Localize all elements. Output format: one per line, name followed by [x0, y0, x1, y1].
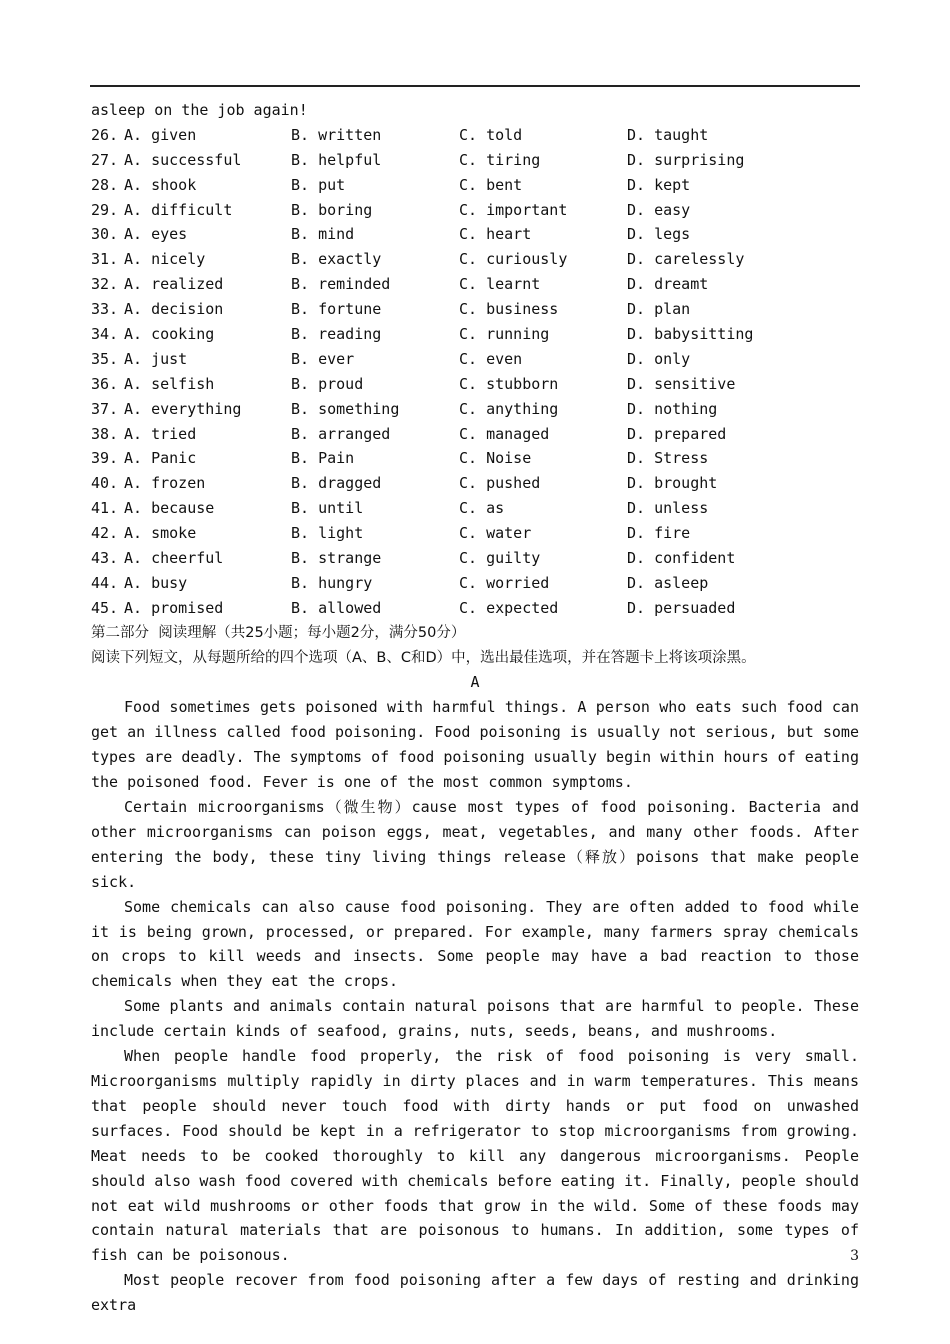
- question-row: [91, 422, 859, 447]
- question-number: 41.: [91, 499, 119, 518]
- option-c: C. anything: [459, 399, 559, 418]
- option-c: C. pushed: [459, 474, 541, 493]
- option-a: A. successful: [124, 150, 242, 169]
- option-d: D. kept: [627, 175, 691, 194]
- option-d: D. only: [627, 349, 691, 368]
- question-row: [91, 446, 859, 471]
- option-a: A. Panic: [124, 449, 197, 468]
- option-b: B. allowed: [291, 598, 382, 617]
- option-b: B. mind: [291, 225, 355, 244]
- option-b: B. hungry: [291, 573, 373, 592]
- option-c: C. expected: [459, 598, 559, 617]
- option-a: A. decision: [124, 300, 224, 319]
- question-number: 43.: [91, 549, 119, 568]
- option-c: C. worried: [459, 573, 550, 592]
- option-d: D. confident: [627, 549, 736, 568]
- option-c: C. stubborn: [459, 374, 559, 393]
- option-b: B. Pain: [291, 449, 355, 468]
- question-row: [91, 322, 859, 347]
- question-number: 39.: [91, 449, 119, 468]
- option-d: D. babysitting: [627, 325, 754, 344]
- question-row: [91, 496, 859, 521]
- question-number: 32.: [91, 275, 119, 294]
- option-d: D. prepared: [627, 424, 727, 443]
- instructions: 阅读下列短文，从每题所给的四个选项（A、B、C和D）中，选出最佳选项，并在答题卡上将该项涂黑。: [91, 649, 756, 666]
- option-b: B. boring: [291, 200, 373, 219]
- option-c: C. business: [459, 300, 559, 319]
- header-rule: [90, 85, 860, 87]
- question-list: [91, 123, 859, 621]
- option-a: A. given: [124, 125, 197, 144]
- question-row: [91, 347, 859, 372]
- document-body: [91, 98, 859, 1318]
- option-d: D. plan: [627, 300, 691, 319]
- question-number: 35.: [91, 349, 119, 368]
- option-b: B. strange: [291, 549, 382, 568]
- question-row: [91, 372, 859, 397]
- question-number: 38.: [91, 424, 119, 443]
- option-b: B. written: [291, 125, 382, 144]
- option-b: B. fortune: [291, 300, 382, 319]
- option-a: A. just: [124, 349, 188, 368]
- option-d: D. dreamt: [627, 275, 709, 294]
- option-c: C. water: [459, 524, 532, 543]
- option-a: A. selfish: [124, 374, 215, 393]
- option-c: C. running: [459, 325, 550, 344]
- continuation-line: asleep on the job again!: [91, 101, 308, 119]
- option-a: A. promised: [124, 598, 224, 617]
- option-a: A. everything: [124, 399, 242, 418]
- page-number: 3: [850, 1248, 859, 1264]
- option-c: C. learnt: [459, 275, 541, 294]
- option-b: B. until: [291, 499, 364, 518]
- option-b: B. proud: [291, 374, 364, 393]
- option-a: A. busy: [124, 573, 188, 592]
- option-a: A. cooking: [124, 325, 215, 344]
- option-d: D. legs: [627, 225, 691, 244]
- paragraph-4: Some plants and animals contain natural poisons that are harmful to people. These include certain kinds of seafood, grains, nuts, seeds, beans, and mushrooms.: [91, 997, 859, 1041]
- option-c: C. Noise: [459, 449, 532, 468]
- option-b: B. exactly: [291, 250, 382, 269]
- option-a: A. smoke: [124, 524, 197, 543]
- option-b: B. reminded: [291, 275, 391, 294]
- question-number: 44.: [91, 573, 119, 592]
- option-d: D. brought: [627, 474, 718, 493]
- option-c: C. even: [459, 349, 523, 368]
- passage-label: A: [470, 673, 480, 692]
- option-c: C. bent: [459, 175, 523, 194]
- option-b: B. ever: [291, 349, 355, 368]
- option-b: B. dragged: [291, 474, 382, 493]
- question-row: [91, 471, 859, 496]
- question-number: 26.: [91, 125, 119, 144]
- option-c: C. important: [459, 200, 568, 219]
- option-a: A. nicely: [124, 250, 206, 269]
- question-row: [91, 521, 859, 546]
- option-b: B. arranged: [291, 424, 391, 443]
- question-row: [91, 397, 859, 422]
- question-number: 31.: [91, 250, 119, 269]
- option-a: A. eyes: [124, 225, 188, 244]
- question-number: 28.: [91, 175, 119, 194]
- question-number: 40.: [91, 474, 119, 493]
- option-a: A. tried: [124, 424, 197, 443]
- option-c: C. tiring: [459, 150, 541, 169]
- option-d: D. sensitive: [627, 374, 736, 393]
- option-a: A. because: [124, 499, 215, 518]
- option-d: D. fire: [627, 524, 691, 543]
- option-d: D. surprising: [627, 150, 745, 169]
- question-row: [91, 546, 859, 571]
- paragraph-5: When people handle food properly, the risk of food poisoning is very small. Microorganisms multiply rapidly in dirty places and in warm temperatures. This means that people should never touch food with dirty hands or put food on unwashed surfaces. Food should be kept in a refrigerator to stop microorganisms from growing. Meat needs to be cooked thoroughly to kill any dangerous microorganisms. People should also wash food covered with chemicals before eating it. Finally, people should not eat wild mushrooms or other foods that grow in the wild. Some of these foods may contain natural materials that are poisonous to humans. In addition, some types of fish can be poisonous.: [91, 1047, 859, 1265]
- question-row: [91, 272, 859, 297]
- option-d: D. unless: [627, 499, 709, 518]
- option-a: A. realized: [124, 275, 224, 294]
- question-row: [91, 148, 859, 173]
- option-c: C. managed: [459, 424, 550, 443]
- option-d: D. Stress: [627, 449, 709, 468]
- option-c: C. told: [459, 125, 523, 144]
- option-d: D. easy: [627, 200, 691, 219]
- option-d: D. persuaded: [627, 598, 736, 617]
- question-row: [91, 222, 859, 247]
- question-number: 34.: [91, 325, 119, 344]
- question-number: 29.: [91, 200, 119, 219]
- option-b: B. reading: [291, 325, 382, 344]
- question-number: 37.: [91, 399, 119, 418]
- option-c: C. as: [459, 499, 505, 518]
- option-c: C. heart: [459, 225, 532, 244]
- option-b: B. something: [291, 399, 400, 418]
- option-c: C. curiously: [459, 250, 568, 269]
- option-d: D. nothing: [627, 399, 718, 418]
- paragraph-2: Certain microorganisms（微生物）cause most types of food poisoning. Bacteria and other microorganisms can poison eggs, meat, vegetables, and many other foods. After entering the body, these tiny living things release（释放）poisons that make people sick.: [91, 798, 859, 891]
- option-d: D. taught: [627, 125, 709, 144]
- question-row: [91, 123, 859, 148]
- question-row: [91, 247, 859, 272]
- question-number: 27.: [91, 150, 119, 169]
- paragraph-1: Food sometimes gets poisoned with harmful things. A person who eats such food can get an illness called food poisoning. Food poisoning is usually not serious, but some types are deadly. The symptoms of food poisoning usually begin within hours of eating the poisoned food. Fever is one of the most common symptoms.: [91, 698, 859, 792]
- section-title: 第二部分 阅读理解（共25小题；每小题2分，满分50分）: [91, 624, 466, 641]
- option-a: A. frozen: [124, 474, 206, 493]
- question-number: 30.: [91, 225, 119, 244]
- option-a: A. difficult: [124, 200, 233, 219]
- option-b: B. light: [291, 524, 364, 543]
- question-row: [91, 198, 859, 223]
- option-b: B. put: [291, 175, 346, 194]
- option-b: B. helpful: [291, 150, 382, 169]
- question-number: 42.: [91, 524, 119, 543]
- option-a: A. shook: [124, 175, 197, 194]
- question-number: 33.: [91, 300, 119, 319]
- question-row: [91, 297, 859, 322]
- paragraph-3: Some chemicals can also cause food poisoning. They are often added to food while it is being grown, processed, or prepared. For example, many farmers spray chemicals on crops to kill weeds and insects. Some people may have a bad reaction to those chemicals when they eat the crops.: [91, 897, 859, 991]
- option-a: A. cheerful: [124, 549, 224, 568]
- option-d: D. asleep: [627, 573, 709, 592]
- option-c: C. guilty: [459, 549, 541, 568]
- question-row: [91, 173, 859, 198]
- question-row: [91, 596, 859, 621]
- paragraph-6: Most people recover from food poisoning after a few days of resting and drinking extra: [91, 1271, 859, 1315]
- question-number: 36.: [91, 374, 119, 393]
- option-d: D. carelessly: [627, 250, 745, 269]
- question-number: 45.: [91, 598, 119, 617]
- question-row: [91, 571, 859, 596]
